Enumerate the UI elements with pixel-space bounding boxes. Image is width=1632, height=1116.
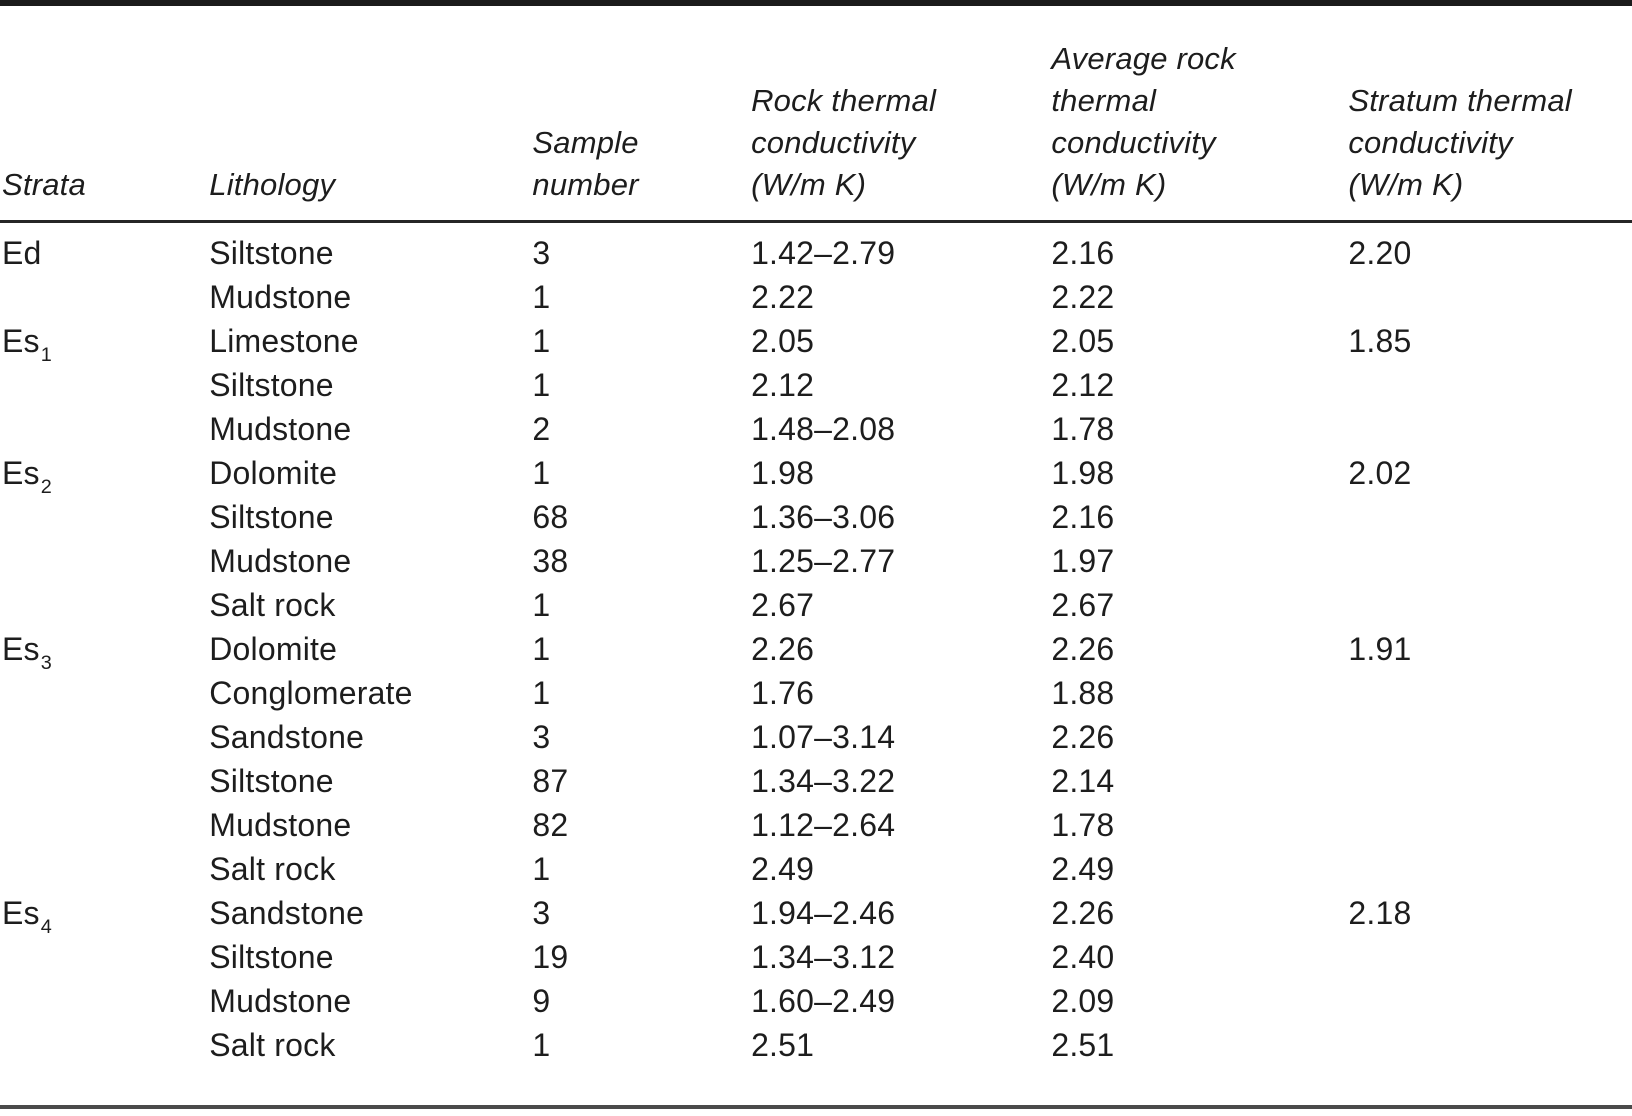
cell-lithology: Siltstone: [209, 499, 334, 535]
cell-rock-thermal-conductivity: 2.51: [751, 1027, 815, 1063]
cell-rock-thermal-conductivity: 1.34–3.22: [751, 763, 896, 799]
strata-subscript: 2: [40, 476, 52, 499]
table-row: [0, 1023, 1632, 1067]
cell-strata: Ed: [2, 235, 42, 271]
table-row: [0, 407, 1632, 451]
cell-average-rock-thermal-conductivity: 2.09: [1051, 983, 1115, 1019]
cell-rock-thermal-conductivity: 1.34–3.12: [751, 939, 896, 975]
table-row: [0, 715, 1632, 759]
cell-stratum-thermal-conductivity: [1346, 847, 1632, 891]
cell-strata: [0, 715, 207, 759]
cell-stratum-thermal-conductivity: [1346, 979, 1632, 1023]
cell-strata: [0, 759, 207, 803]
cell-rock-thermal-conductivity: 1.48–2.08: [751, 411, 896, 447]
table-row: [0, 583, 1632, 627]
cell-sample-number: 3: [532, 235, 551, 271]
cell-lithology: Limestone: [209, 323, 359, 359]
cell-rock-thermal-conductivity: 1.94–2.46: [751, 895, 896, 931]
cell-sample-number: 1: [532, 587, 551, 623]
cell-rock-thermal-conductivity: 1.25–2.77: [751, 543, 896, 579]
cell-strata: [0, 1023, 207, 1067]
cell-lithology: Mudstone: [209, 807, 352, 843]
cell-stratum-thermal-conductivity: [1346, 539, 1632, 583]
cell-sample-number: 2: [532, 411, 551, 447]
cell-average-rock-thermal-conductivity: 2.12: [1051, 367, 1115, 403]
cell-lithology: Mudstone: [209, 279, 352, 315]
cell-lithology: Siltstone: [209, 763, 334, 799]
cell-rock-thermal-conductivity: 1.42–2.79: [751, 235, 896, 271]
cell-average-rock-thermal-conductivity: 1.98: [1051, 455, 1115, 491]
cell-sample-number: 68: [532, 499, 569, 535]
cell-stratum-thermal-conductivity: [1346, 275, 1632, 319]
cell-strata: [0, 935, 207, 979]
thermal-conductivity-table: [0, 6, 1632, 1067]
cell-stratum-thermal-conductivity: 2.18: [1348, 895, 1412, 931]
cell-sample-number: 9: [532, 983, 551, 1019]
cell-sample-number: 82: [532, 807, 569, 843]
table-row: [0, 495, 1632, 539]
cell-rock-thermal-conductivity: 2.26: [751, 631, 815, 667]
cell-strata: $Es_4$: [2, 895, 52, 939]
cell-lithology: Mudstone: [209, 983, 352, 1019]
cell-rock-thermal-conductivity: 2.67: [751, 587, 815, 623]
cell-stratum-thermal-conductivity: 2.20: [1348, 235, 1412, 271]
cell-strata: $Es_1$: [2, 323, 52, 367]
cell-average-rock-thermal-conductivity: 2.40: [1051, 939, 1115, 975]
column-header-lithology: Lithology: [207, 6, 530, 222]
column-header-stratum-thermal-conductivity: Stratum thermal conductivity (W/m K): [1346, 6, 1632, 222]
cell-strata: [0, 583, 207, 627]
cell-strata: $Es_3$: [2, 631, 52, 675]
cell-average-rock-thermal-conductivity: 1.88: [1051, 675, 1115, 711]
cell-sample-number: 1: [532, 367, 551, 403]
cell-lithology: Salt rock: [209, 587, 336, 623]
cell-rock-thermal-conductivity: 2.12: [751, 367, 815, 403]
table-row: [0, 671, 1632, 715]
column-header-strata: Strata: [0, 6, 207, 222]
cell-sample-number: 1: [532, 631, 551, 667]
cell-strata: [0, 495, 207, 539]
cell-average-rock-thermal-conductivity: 2.26: [1051, 719, 1115, 755]
cell-lithology: Siltstone: [209, 235, 334, 271]
cell-stratum-thermal-conductivity: 2.02: [1348, 455, 1412, 491]
cell-rock-thermal-conductivity: 1.36–3.06: [751, 499, 896, 535]
table-row: [0, 275, 1632, 319]
cell-average-rock-thermal-conductivity: 2.05: [1051, 323, 1115, 359]
column-header-average-rock-thermal-conductivity: Average rock thermal conductivity (W/m K): [1049, 6, 1346, 222]
cell-rock-thermal-conductivity: 2.05: [751, 323, 815, 359]
cell-sample-number: 1: [532, 1027, 551, 1063]
cell-stratum-thermal-conductivity: [1346, 715, 1632, 759]
cell-stratum-thermal-conductivity: 1.85: [1348, 323, 1412, 359]
cell-sample-number: 19: [532, 939, 569, 975]
cell-average-rock-thermal-conductivity: 2.26: [1051, 631, 1115, 667]
table-row: [0, 979, 1632, 1023]
column-header-sample-number: Sample number: [530, 6, 749, 222]
cell-lithology: Salt rock: [209, 1027, 336, 1063]
table-row: [0, 759, 1632, 803]
cell-sample-number: 1: [532, 323, 551, 359]
cell-sample-number: 87: [532, 763, 569, 799]
cell-average-rock-thermal-conductivity: 1.97: [1051, 543, 1115, 579]
cell-sample-number: 3: [532, 719, 551, 755]
table-row: [0, 451, 1632, 495]
table-header: [0, 6, 1632, 222]
cell-average-rock-thermal-conductivity: 2.26: [1051, 895, 1115, 931]
table-row: [0, 539, 1632, 583]
cell-rock-thermal-conductivity: 2.49: [751, 851, 815, 887]
table-row: [0, 803, 1632, 847]
cell-strata: [0, 803, 207, 847]
cell-average-rock-thermal-conductivity: 2.14: [1051, 763, 1115, 799]
cell-sample-number: 1: [532, 279, 551, 315]
table-row: [0, 627, 1632, 671]
cell-strata: [0, 407, 207, 451]
cell-sample-number: 1: [532, 675, 551, 711]
cell-average-rock-thermal-conductivity: 1.78: [1051, 411, 1115, 447]
cell-average-rock-thermal-conductivity: 2.22: [1051, 279, 1115, 315]
cell-stratum-thermal-conductivity: [1346, 495, 1632, 539]
cell-strata: [0, 979, 207, 1023]
cell-stratum-thermal-conductivity: [1346, 583, 1632, 627]
table-row: [0, 319, 1632, 363]
cell-rock-thermal-conductivity: 1.76: [751, 675, 815, 711]
strata-subscript: 1: [40, 344, 52, 367]
table-row: [0, 222, 1632, 276]
cell-rock-thermal-conductivity: 1.07–3.14: [751, 719, 896, 755]
cell-lithology: Conglomerate: [209, 675, 413, 711]
cell-average-rock-thermal-conductivity: 1.78: [1051, 807, 1115, 843]
cell-sample-number: 1: [532, 851, 551, 887]
cell-stratum-thermal-conductivity: [1346, 759, 1632, 803]
cell-strata: [0, 275, 207, 319]
cell-strata: [0, 363, 207, 407]
table-row: [0, 891, 1632, 935]
cell-lithology: Sandstone: [209, 895, 365, 931]
cell-average-rock-thermal-conductivity: 2.51: [1051, 1027, 1115, 1063]
header-row: [0, 6, 1632, 222]
cell-strata: [0, 671, 207, 715]
cell-stratum-thermal-conductivity: [1346, 803, 1632, 847]
table-bottom-rule: [0, 1105, 1632, 1109]
table-row: [0, 935, 1632, 979]
cell-strata: $Es_2$: [2, 455, 52, 499]
cell-lithology: Sandstone: [209, 719, 365, 755]
cell-sample-number: 3: [532, 895, 551, 931]
cell-lithology: Dolomite: [209, 455, 338, 491]
cell-sample-number: 38: [532, 543, 569, 579]
table-row: [0, 847, 1632, 891]
cell-stratum-thermal-conductivity: 1.91: [1348, 631, 1412, 667]
strata-subscript: 4: [40, 916, 52, 939]
cell-average-rock-thermal-conductivity: 2.67: [1051, 587, 1115, 623]
cell-strata: [0, 539, 207, 583]
cell-rock-thermal-conductivity: 1.12–2.64: [751, 807, 896, 843]
cell-stratum-thermal-conductivity: [1346, 407, 1632, 451]
table-row: [0, 363, 1632, 407]
cell-rock-thermal-conductivity: 2.22: [751, 279, 815, 315]
cell-strata: [0, 847, 207, 891]
cell-lithology: Salt rock: [209, 851, 336, 887]
cell-lithology: Siltstone: [209, 939, 334, 975]
cell-average-rock-thermal-conductivity: 2.49: [1051, 851, 1115, 887]
cell-stratum-thermal-conductivity: [1346, 363, 1632, 407]
cell-stratum-thermal-conductivity: [1346, 671, 1632, 715]
cell-rock-thermal-conductivity: 1.60–2.49: [751, 983, 896, 1019]
cell-stratum-thermal-conductivity: [1346, 935, 1632, 979]
column-header-rock-thermal-conductivity: Rock thermal conductivity (W/m K): [749, 6, 1049, 222]
cell-average-rock-thermal-conductivity: 2.16: [1051, 235, 1115, 271]
cell-rock-thermal-conductivity: 1.98: [751, 455, 815, 491]
strata-subscript: 3: [40, 652, 52, 675]
cell-average-rock-thermal-conductivity: 2.16: [1051, 499, 1115, 535]
cell-stratum-thermal-conductivity: [1346, 1023, 1632, 1067]
cell-lithology: Mudstone: [209, 411, 352, 447]
table-body: [0, 222, 1632, 1068]
cell-lithology: Siltstone: [209, 367, 334, 403]
cell-lithology: Mudstone: [209, 543, 352, 579]
cell-lithology: Dolomite: [209, 631, 338, 667]
cell-sample-number: 1: [532, 455, 551, 491]
